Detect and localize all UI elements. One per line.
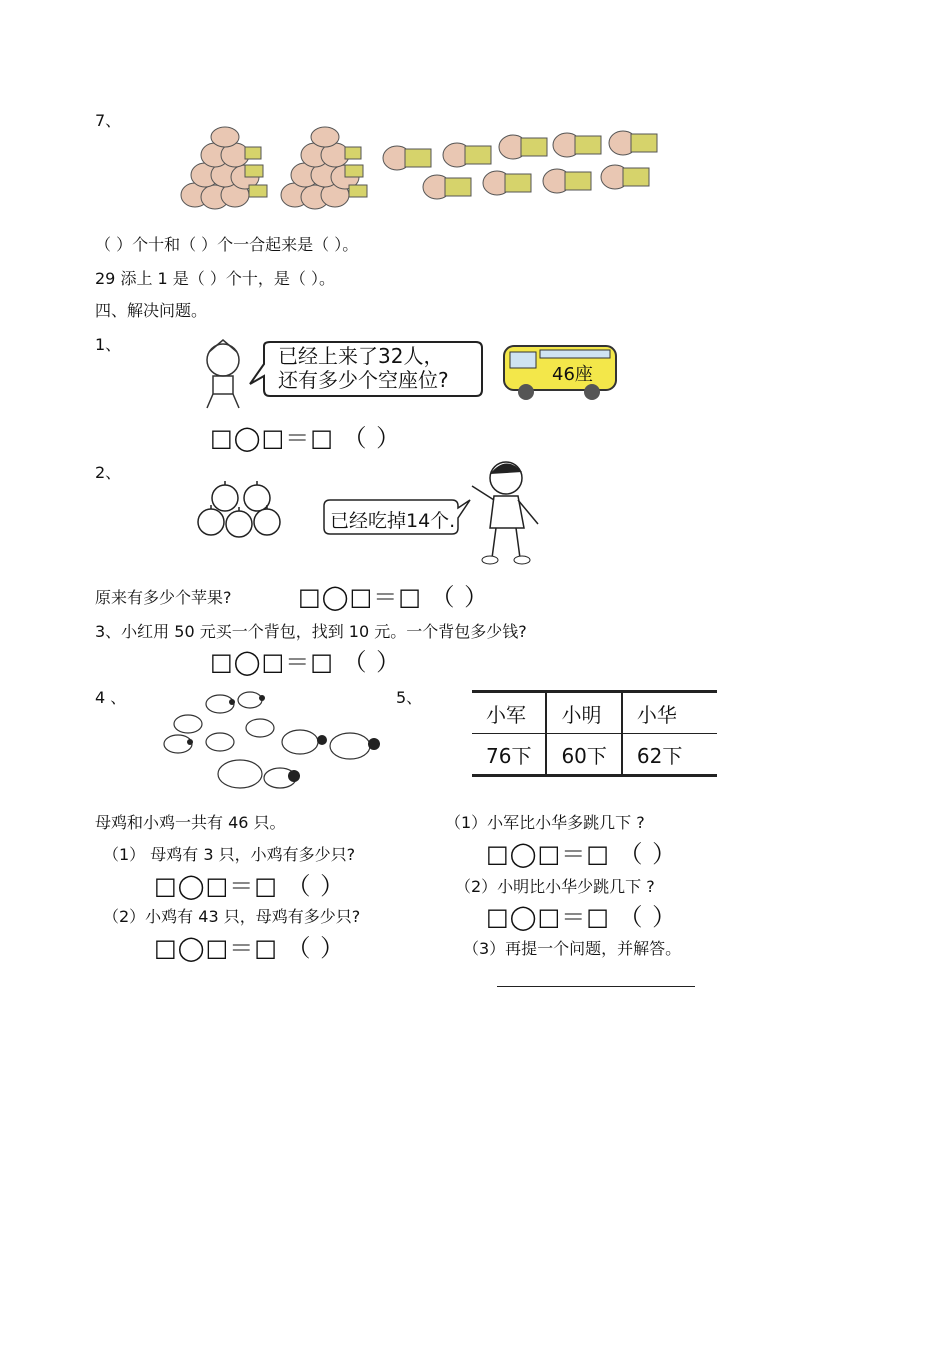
p2-speech: 已经吃掉14个. bbox=[330, 510, 456, 532]
p5-sub1: （1）小军比小华多跳几下 ? bbox=[445, 813, 645, 832]
table-value-cell: 62下 bbox=[622, 734, 717, 776]
boy-cartoon-icon bbox=[195, 338, 250, 410]
table-value-cell: 76下 bbox=[472, 734, 546, 776]
p1-speech-line1: 已经上来了32人， bbox=[278, 344, 444, 368]
p1-equation: □◯□＝□ （ ） bbox=[210, 424, 402, 452]
table-header-cell: 小华 bbox=[622, 692, 717, 734]
p1-speech-line2: 还有多少个空座位? bbox=[278, 368, 449, 392]
q7-line1: （ ）个十和（ ）个一合起来是（ ）。 bbox=[95, 235, 359, 254]
p4-sub2: （2）小鸡有 43 只，母鸡有多少只? bbox=[103, 907, 361, 926]
bundled-sticks-illustration bbox=[175, 125, 665, 215]
bus-seat-label: 46座 bbox=[552, 364, 593, 385]
table-header-cell: 小明 bbox=[546, 692, 621, 734]
p2-equation: □◯□＝□ （ ） bbox=[298, 583, 490, 611]
q7-line2: 29 添上 1 是（ ）个十，是（ ）。 bbox=[95, 269, 335, 288]
table-header-cell: 小军 bbox=[472, 692, 546, 734]
p4-eq1: □◯□＝□ （ ） bbox=[154, 872, 346, 900]
single-sticks-icon bbox=[383, 131, 657, 199]
p5-number: 5、 bbox=[396, 688, 423, 707]
jump-rope-table bbox=[472, 690, 717, 777]
boy-pointing-icon bbox=[468, 458, 546, 568]
hens-and-chicks-icon bbox=[150, 684, 386, 796]
p4-sub1: （1） 母鸡有 3 只，小鸡有多少只? bbox=[103, 845, 356, 864]
table-value-cell: 60下 bbox=[546, 734, 621, 776]
p2-question: 原来有多少个苹果? bbox=[95, 588, 232, 607]
p5-sub3: （3）再提一个问题，并解答。 bbox=[463, 939, 682, 958]
apples-icon bbox=[195, 480, 287, 540]
q7-number: 7、 bbox=[95, 111, 122, 130]
p3-equation: □◯□＝□ （ ） bbox=[210, 648, 402, 676]
p2-number: 2、 bbox=[95, 463, 122, 482]
bundle-of-ten-icon bbox=[181, 127, 267, 209]
section4-title: 四、解决问题。 bbox=[95, 301, 208, 320]
p3-text: 3、小红用 50 元买一个背包，找到 10 元。一个背包多少钱? bbox=[95, 622, 527, 641]
p4-eq2: □◯□＝□ （ ） bbox=[154, 934, 346, 962]
p1-number: 1、 bbox=[95, 335, 122, 354]
p4-intro: 母鸡和小鸡一共有 46 只。 bbox=[95, 813, 286, 832]
answer-line[interactable] bbox=[497, 986, 695, 987]
bundle-of-ten-icon bbox=[281, 127, 367, 209]
p5-eq1: □◯□＝□ （ ） bbox=[486, 840, 678, 868]
p5-eq2: □◯□＝□ （ ） bbox=[486, 903, 678, 931]
p4-number: 4 、 bbox=[95, 688, 127, 707]
p5-sub2: （2）小明比小华少跳几下 ? bbox=[455, 877, 655, 896]
